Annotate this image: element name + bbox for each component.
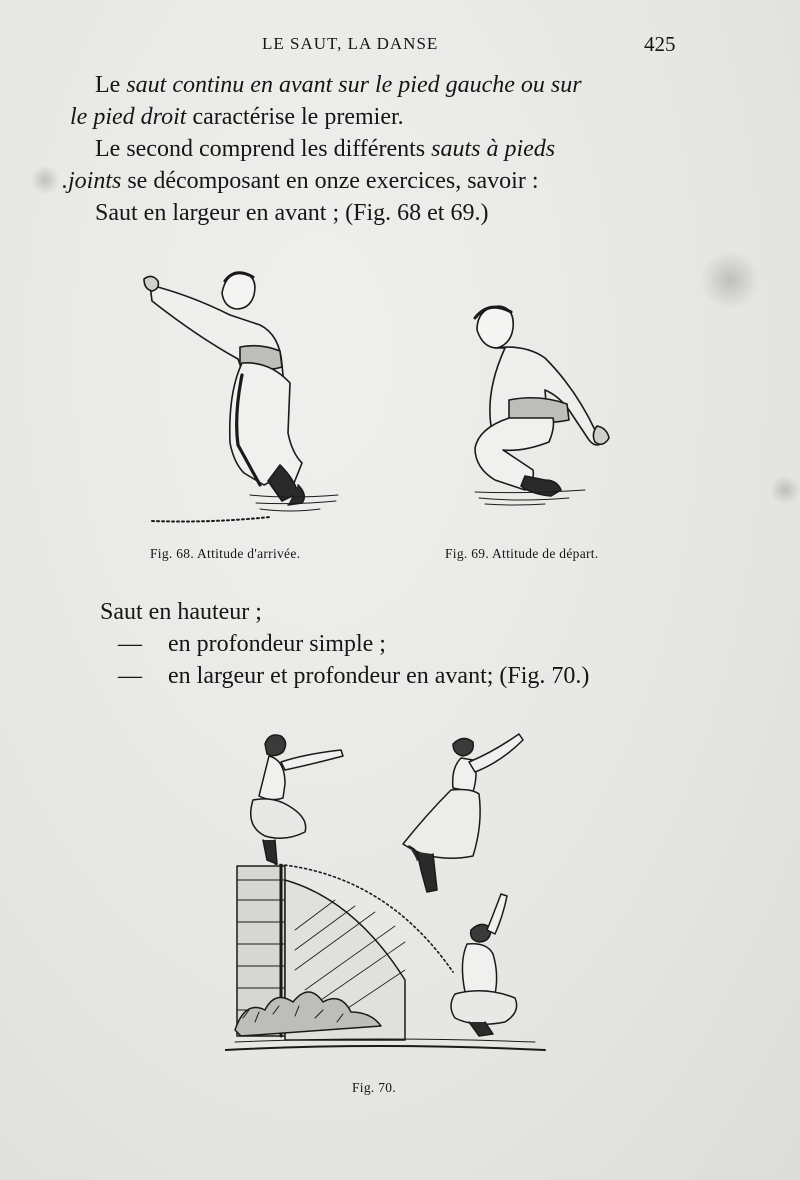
fig-70-illustration	[225, 730, 555, 1070]
fig-68-caption: Fig. 68. Attitude d'arrivée.	[150, 546, 301, 561]
paragraph-2-line-2	[62, 164, 539, 198]
list-item-2	[118, 627, 386, 661]
text-span: se décomposant en onze exercices, savoir :	[121, 168, 539, 194]
paragraph-3: Saut en largeur en avant ; (Fig. 68 et 69.)	[95, 200, 489, 226]
fig-69-caption: Fig. 69. Attitude de départ.	[445, 546, 599, 561]
page-header	[0, 30, 800, 60]
italic-span: sauts à pieds	[431, 136, 556, 162]
text-span: Le	[95, 72, 127, 98]
italic-span: le pied droit	[70, 104, 187, 130]
paragraph-1-line-2	[70, 100, 404, 134]
list-item-3	[118, 659, 589, 693]
em-dash: —	[118, 631, 142, 657]
text-span: en profondeur simple ;	[168, 631, 386, 657]
fig-70-caption: Fig. 70.	[352, 1080, 397, 1095]
text-span: en largeur et profondeur en avant; (Fig. 70.)	[168, 663, 590, 689]
page-number: 425	[644, 32, 676, 56]
paragraph-1-line-1	[95, 68, 582, 102]
text-span: Le second comprend les différents	[95, 136, 432, 162]
text-span: caractérise le premier.	[186, 104, 404, 130]
italic-span: saut continu en avant sur le pied gauche ou sur	[126, 72, 582, 98]
fig-69-illustration	[465, 300, 645, 525]
list-item-1: Saut en hauteur ;	[100, 599, 262, 625]
em-dash: —	[118, 663, 142, 689]
fig-68-illustration	[130, 255, 350, 535]
paragraph-2-line-1	[95, 132, 555, 166]
running-head: LE SAUT, LA DANSE	[262, 34, 439, 53]
italic-span: .joints	[62, 168, 122, 194]
